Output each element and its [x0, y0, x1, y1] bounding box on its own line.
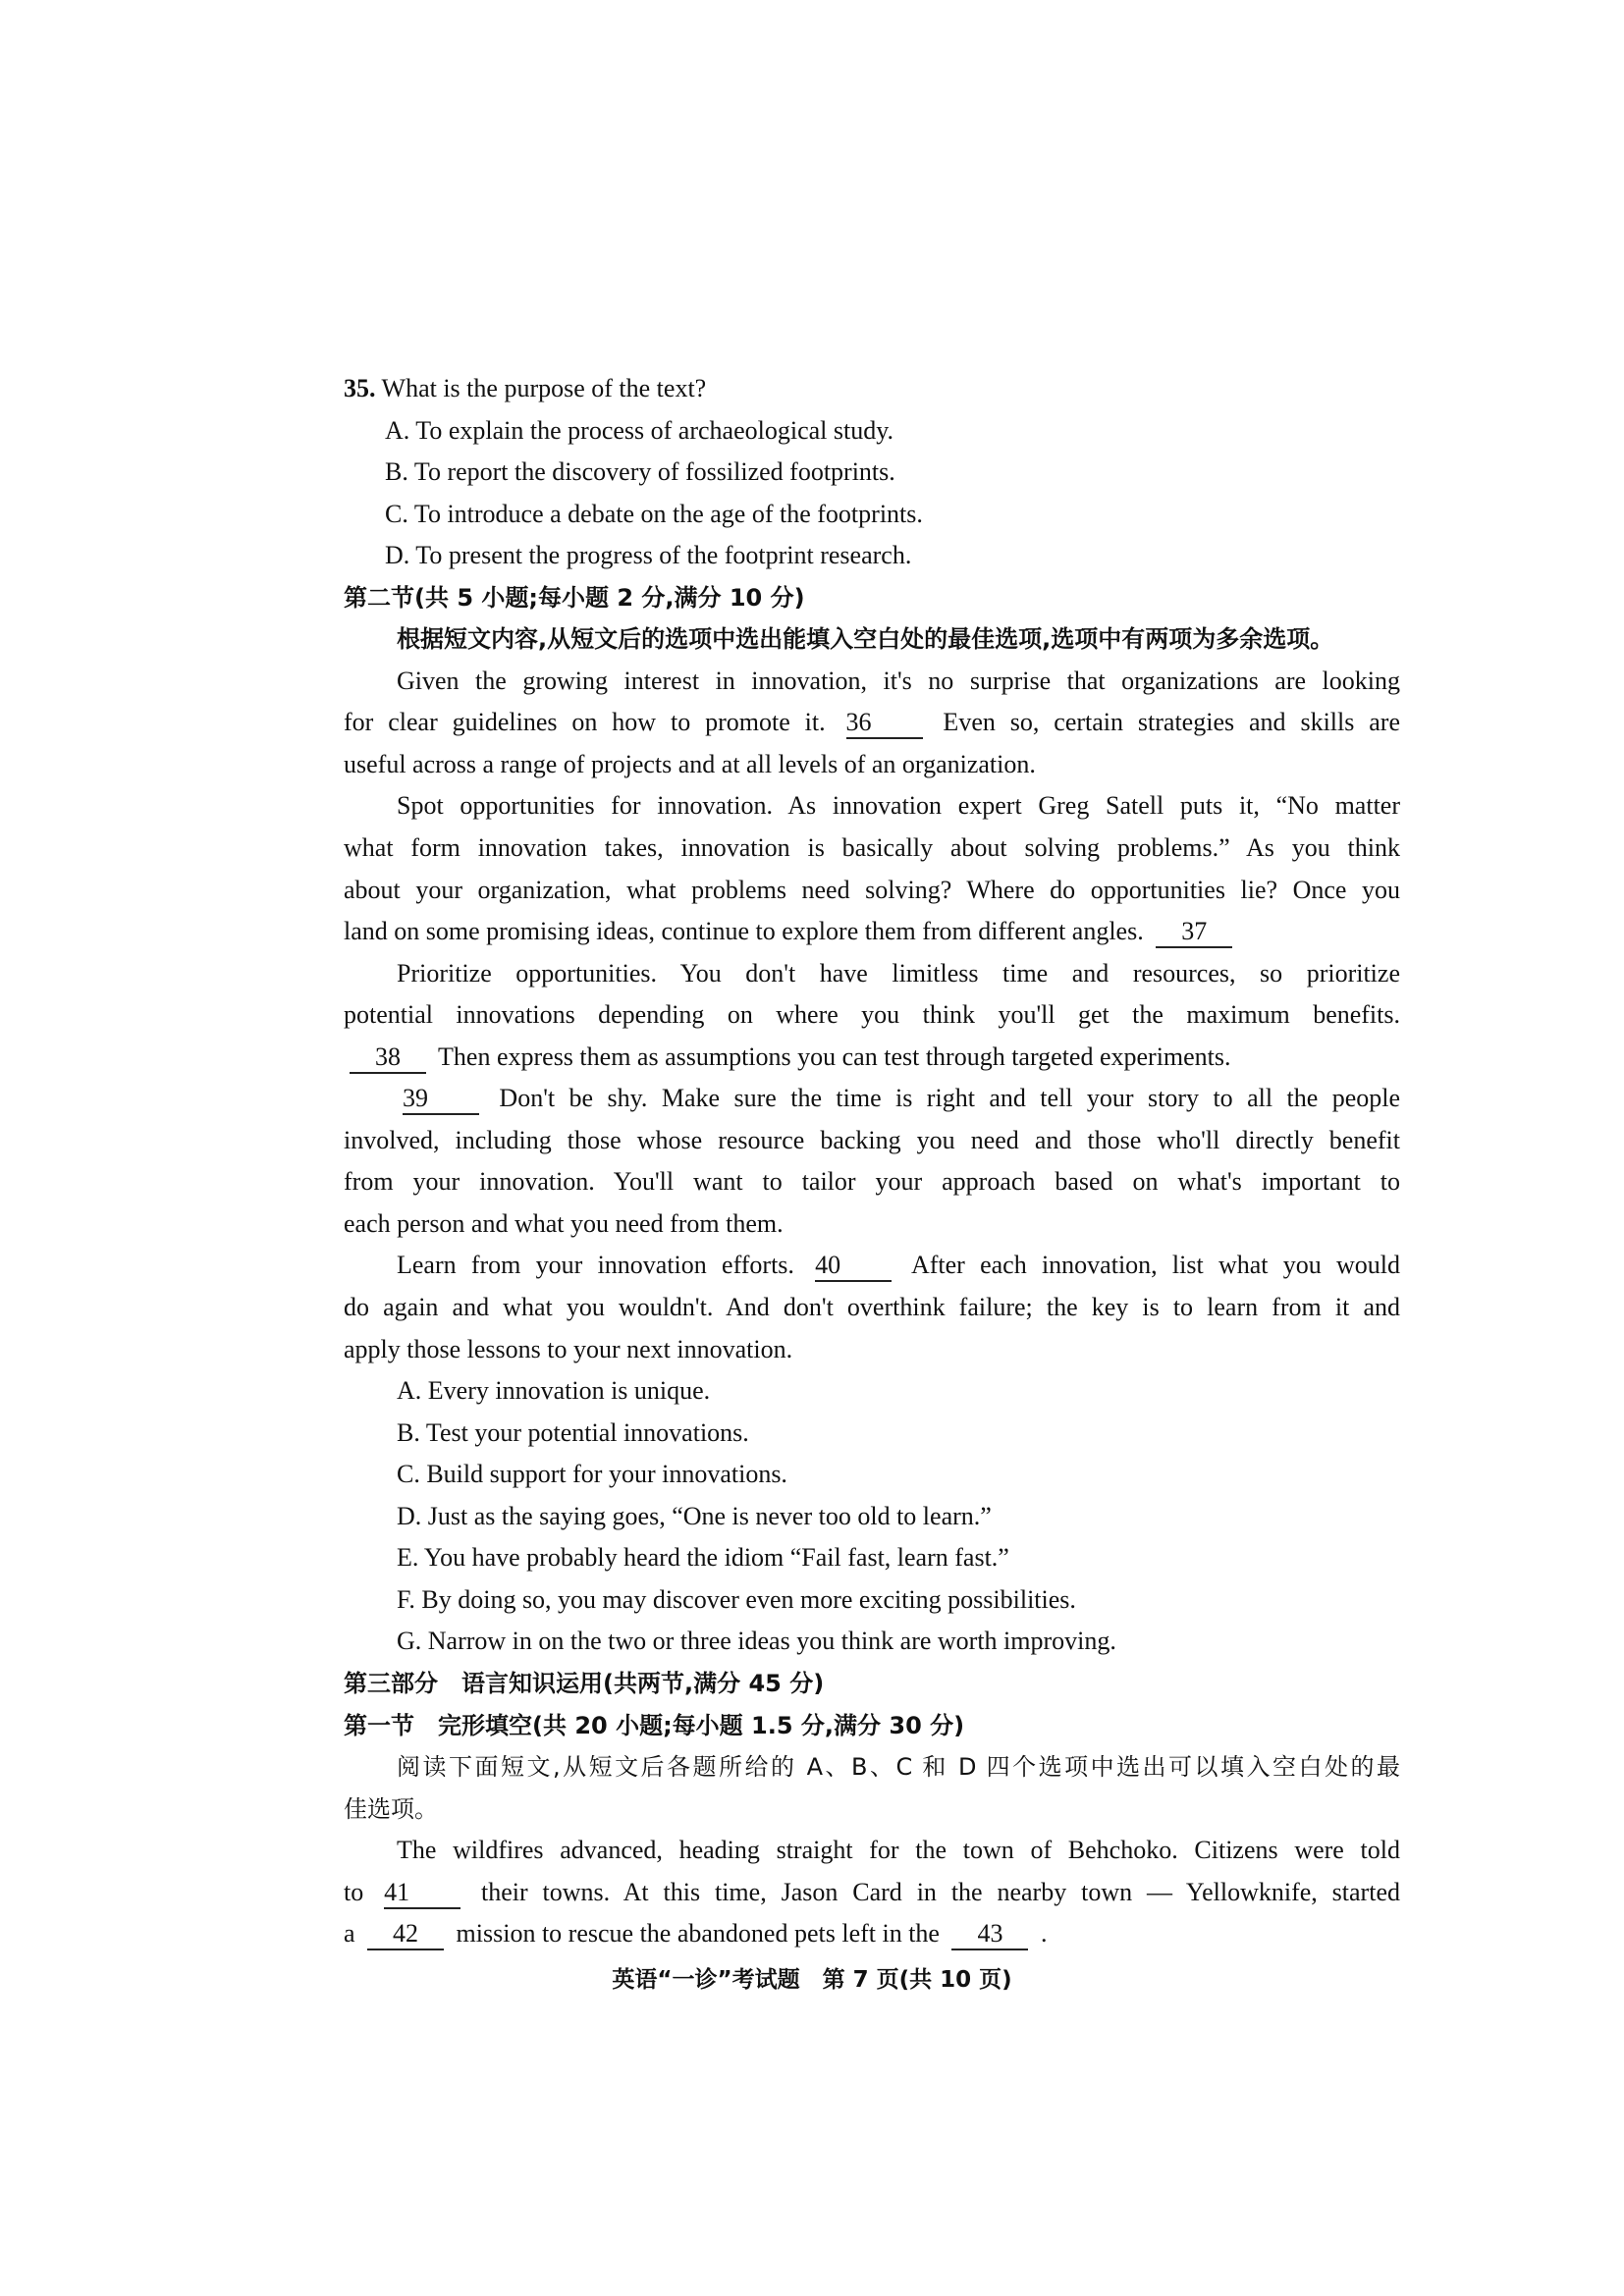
section2-option-e: E. You have probably heard the idiom “Fail fast, learn fast.” [397, 1543, 1009, 1573]
cloze-passage [344, 1830, 1400, 1955]
passage-line: for clear guidelines on how to promote it. 36 Even so, certain strategies and skills are [344, 702, 1400, 744]
passage-line: Learn from your innovation efforts. 40 After each innovation, list what you would [344, 1245, 1400, 1287]
passage-line: involved, including those whose resource backing you need and those who'll directly benefit [344, 1125, 1400, 1154]
blank-37: 37 [1156, 917, 1232, 948]
passage-line: potential innovations depending on where you think you'll get the maximum benefits. [344, 1000, 1400, 1030]
part3-sub-heading: 第一节 完形填空(共 20 小题;每小题 1.5 分,满分 30 分) [344, 1711, 965, 1739]
question-text: What is the purpose of the text? [381, 374, 707, 402]
q35-option-a: A. To explain the process of archaeological study. [385, 415, 894, 445]
exam-page-content [344, 368, 1400, 1955]
question-number: 35. [344, 374, 376, 402]
blank-39: 39 [403, 1084, 479, 1115]
passage-line: do again and what you wouldn't. And don't overthink failure; the key is to learn from it and [344, 1293, 1400, 1322]
passage-line: what form innovation takes, innovation is basically about solving problems.” As you think [344, 833, 1400, 863]
blank-40: 40 [815, 1251, 892, 1282]
blank-38: 38 [350, 1042, 426, 1074]
passage-line: a 42 mission to rescue the abandoned pets left in the 43 . [344, 1913, 1400, 1955]
passage-line: The wildfires advanced, heading straight for the town of Behchoko. Citizens were told [397, 1836, 1400, 1865]
blank-43: 43 [951, 1919, 1028, 1950]
passage-line: 38 Then express them as assumptions you can test through targeted experiments. [344, 1037, 1400, 1079]
blank-41: 41 [384, 1878, 460, 1909]
question-35-stem [344, 368, 1400, 410]
passage-line: Given the growing interest in innovation, it's no surprise that organizations are looking [397, 666, 1400, 695]
section2-option-f: F. By doing so, you may discover even more exciting possibilities. [397, 1584, 1076, 1614]
passage-line: to 41 their towns. At this time, Jason Card in the nearby town — Yellowknife, started [344, 1872, 1400, 1914]
passage-line: land on some promising ideas, continue to explore them from different angles. 37 [344, 911, 1400, 953]
passage-line: apply those lessons to your next innovation. [344, 1334, 793, 1363]
section2-option-g: G. Narrow in on the two or three ideas you think are worth improving. [397, 1627, 1116, 1656]
section2-options [344, 1370, 1400, 1663]
passage-line: Spot opportunities for innovation. As innovation expert Greg Satell puts it, “No matter [397, 791, 1400, 821]
section2-option-a: A. Every innovation is unique. [397, 1376, 711, 1406]
passage-line: Prioritize opportunities. You don't have limitless time and resources, so prioritize [397, 958, 1400, 988]
part3-heading: 第三部分 语言知识运用(共两节,满分 45 分) [344, 1669, 825, 1697]
section2-option-c: C. Build support for your innovations. [397, 1460, 787, 1489]
part3-instruction-line: 阅读下面短文,从短文后各题所给的 A、B、C 和 D 四个选项中选出可以填入空白处的最 [397, 1753, 1400, 1782]
section2-passage [344, 661, 1400, 1370]
passage-line: about your organization, what problems need solving? Where do opportunities lie? Once you [344, 875, 1400, 904]
blank-42: 42 [367, 1919, 444, 1950]
passage-line: 39 Don't be shy. Make sure the time is right and tell your story to all the people [344, 1078, 1400, 1120]
passage-line: from your innovation. You'll want to tailor your approach based on what's important to [344, 1167, 1400, 1197]
section2-option-b: B. Test your potential innovations. [397, 1417, 749, 1447]
section2-option-d: D. Just as the saying goes, “One is never too old to learn.” [397, 1501, 992, 1530]
blank-36: 36 [846, 708, 923, 739]
part3-instruction-line: 佳选项。 [344, 1794, 438, 1823]
passage-line: each person and what you need from them. [344, 1208, 784, 1238]
page-footer: 英语“一诊”考试题 第 7 页(共 10 页) [612, 1967, 1012, 1993]
passage-line: useful across a range of projects and at all levels of an organization. [344, 749, 1036, 778]
q35-option-d: D. To present the progress of the footprint research. [385, 541, 912, 570]
section2-instruction: 根据短文内容,从短文后的选项中选出能填入空白处的最佳选项,选项中有两项为多余选项。 [397, 625, 1334, 654]
q35-option-b: B. To report the discovery of fossilized footprints. [385, 457, 895, 487]
section2-heading: 第二节(共 5 小题;每小题 2 分,满分 10 分) [344, 583, 805, 612]
q35-option-c: C. To introduce a debate on the age of the footprints. [385, 499, 923, 528]
